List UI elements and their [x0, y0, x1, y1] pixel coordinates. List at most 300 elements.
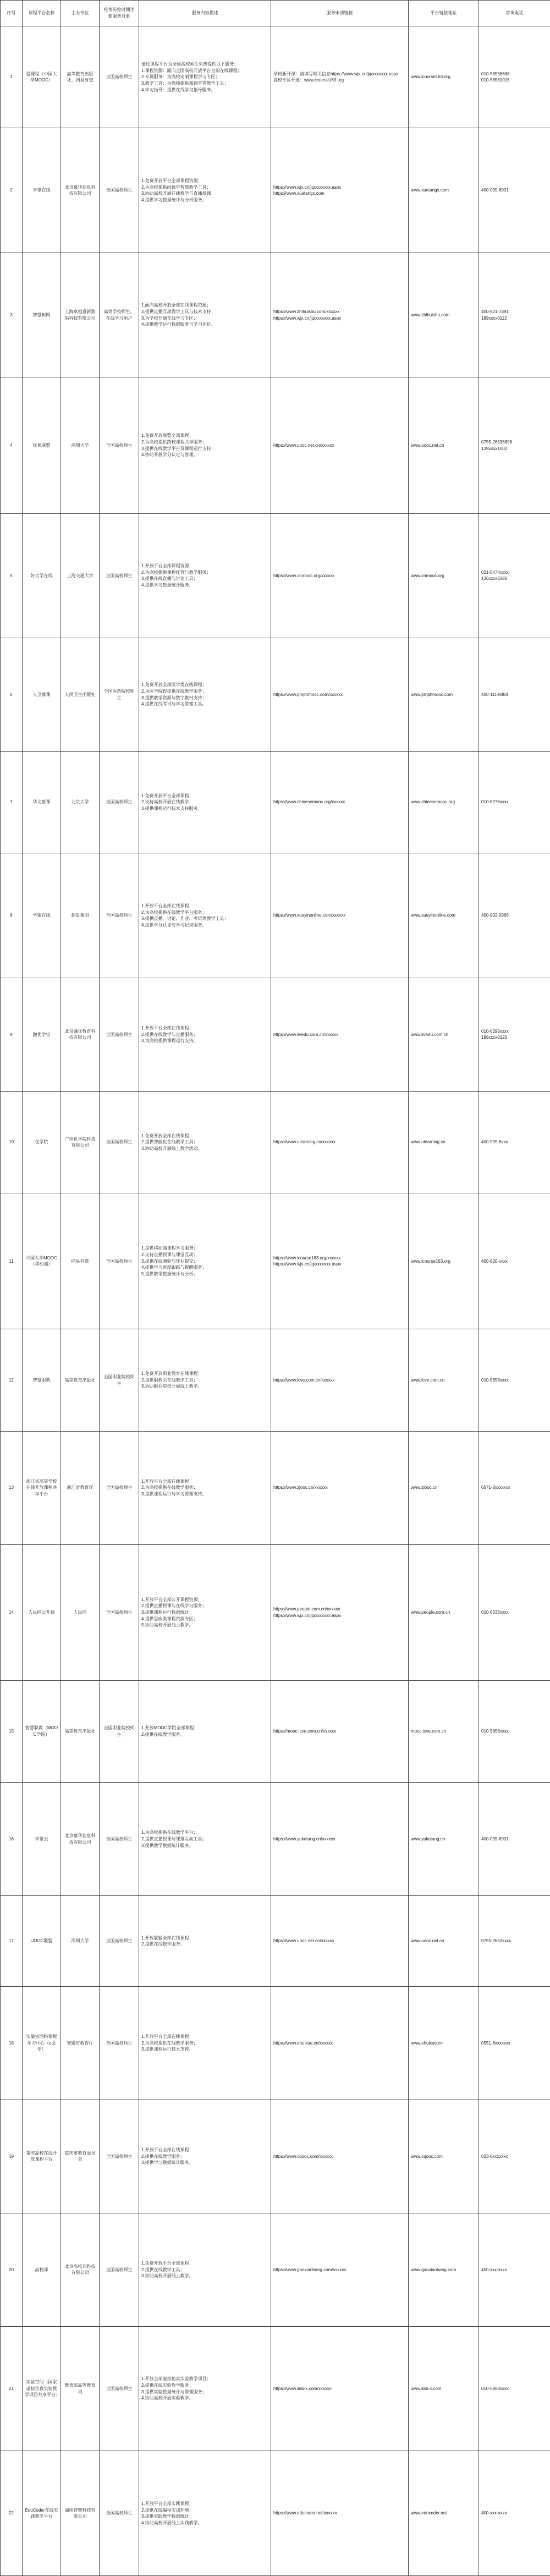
service-description-line: 1.免费开放全部医学类在线课程； — [141, 682, 207, 688]
contact-phone — [479, 1329, 550, 1431]
service-target: 全国高校师生 — [100, 2100, 139, 2213]
apply-link — [271, 253, 409, 377]
row-number: 12 — [1, 1329, 23, 1431]
contact-phone-line: 010-58581015 — [481, 78, 510, 83]
platform-name: 学堂在线 — [23, 128, 61, 253]
service-description — [139, 2326, 271, 2451]
service-description — [139, 377, 271, 513]
platform-name: 智慧职教（MOOC学院） — [23, 1680, 61, 1782]
service-description-line: 4.提供在线考试与学习管理工具。 — [141, 701, 207, 707]
service-description-line: 2.提供在线教学服务； — [141, 2153, 185, 2159]
row-number: 8 — [1, 853, 23, 978]
row-number: 18 — [1, 1986, 23, 2100]
service-description-line: 1.课程资源：面向全国高校开放平台全部在线课程； — [141, 68, 242, 73]
table-header-row — [1, 1, 550, 26]
service-description-line: 2.支持直播授课与课堂互动； — [141, 1252, 198, 1257]
row-number: 14 — [1, 1544, 23, 1680]
service-description-line: 3.提供在线直播与讨论工具； — [141, 576, 198, 582]
row-number: 2 — [1, 128, 23, 253]
platform-link[interactable]: www.ilab-x.com — [409, 2326, 479, 2451]
service-description — [139, 513, 271, 638]
service-description-line: 1.开放平台全部在线课程； — [141, 1026, 194, 1031]
platform-link[interactable]: www.zjooc.cn — [409, 1431, 479, 1544]
platform-name: 安徽省网络课程学习中心（e会学） — [23, 1986, 61, 2100]
service-description — [139, 253, 271, 377]
platform-link[interactable]: www.ulearning.cn — [409, 1091, 479, 1193]
organizer: 湖南智擎科技有限公司 — [61, 2451, 100, 2576]
platform-link[interactable]: www.educoder.net — [409, 2451, 479, 2576]
header-cell: 服务申请链接 — [271, 1, 409, 26]
platform-name: 融优学堂 — [23, 978, 61, 1092]
apply-link-line[interactable]: https://www.icve.com.cn/xxxxxx — [273, 1377, 335, 1383]
organizer: 人民网 — [61, 1544, 100, 1680]
contact-phone-line: 010-5858xxxx — [481, 1377, 509, 1383]
service-description-line: 2.为高校提供在线教学服务； — [141, 1485, 198, 1490]
platform-name: 实验空间（国家虚拟仿真实验教学项目共享平台） — [23, 2326, 61, 2451]
table-row — [1, 1680, 550, 1782]
row-number: 17 — [1, 1896, 23, 1987]
service-target: 全国高校师生 — [100, 128, 139, 253]
apply-link-line[interactable]: https://www.uooc.net.cn/xxxxxx — [273, 442, 334, 448]
apply-link — [271, 128, 409, 253]
service-description-line: 4.提供学习数据统计服务。 — [141, 582, 194, 588]
service-description-line: 1.免费开放平台全部课程资源； — [141, 178, 202, 183]
platform-name: 优学院 — [23, 1091, 61, 1193]
table-row — [1, 1544, 550, 1680]
contact-phone — [479, 2100, 550, 2213]
contact-phone-line: 186xxxx0125 — [481, 1035, 508, 1040]
organizer: 北京慕华信息科技有限公司 — [61, 128, 100, 253]
table-body — [1, 26, 550, 2576]
row-number: 9 — [1, 978, 23, 1092]
apply-link — [271, 978, 409, 1092]
service-description-line: 1.面向高校开放全部在线课程资源； — [141, 303, 211, 308]
service-description-line: 5.协助高校开展线上教学。 — [141, 1623, 194, 1628]
row-number: 4 — [1, 377, 23, 513]
apply-link-line[interactable]: https://www.people.com.cn/xxxxxx — [273, 1607, 340, 1612]
platform-name: 中国大学MOOC（移动端） — [23, 1193, 61, 1329]
header-cell: 咨询电话 — [479, 1, 550, 26]
service-description-line: 1.开放平台全部在线课程； — [141, 1478, 194, 1484]
service-description-line: 4.协助开展学分认定与管理。 — [141, 452, 198, 458]
service-description-line: 1.开放平台全部在线课程； — [141, 2034, 194, 2040]
contact-phone — [479, 1193, 550, 1329]
header-cell: 序号 — [1, 1, 23, 26]
service-target: 全国高校师生 — [100, 26, 139, 128]
row-number: 1 — [1, 26, 23, 128]
service-description-line: 4.提供教学运行数据服务与学习评价。 — [141, 322, 216, 327]
apply-link-line[interactable]: https://www.ilab-x.com/xxxxxx — [273, 2386, 332, 2391]
organizer: 深圳大学 — [61, 377, 100, 513]
service-description — [139, 1329, 271, 1431]
service-description-line: 1.免费开放联盟全部课程； — [141, 433, 194, 439]
apply-link-line[interactable]: https://www.ehuixue.cn/xxxxxx — [273, 2040, 333, 2046]
service-target: 全国医药院校师生 — [100, 638, 139, 752]
platform-link[interactable]: mooc.icve.com.cn — [409, 1680, 479, 1782]
platform-link[interactable]: www.xueyinonline.com — [409, 853, 479, 978]
platform-link[interactable]: www.pmphmooc.com — [409, 638, 479, 752]
row-number: 6 — [1, 638, 23, 752]
platform-name: EduCoder在线实践教学平台 — [23, 2451, 61, 2576]
platform-link[interactable]: www.yuketang.cn — [409, 1783, 479, 1896]
table-row — [1, 1431, 550, 1544]
apply-link-line[interactable]: https://www.yuketang.cn/xxxxxx — [273, 1836, 336, 1841]
apply-link-line[interactable]: https://mooc.icve.com.cn/xxxxxx — [273, 1729, 337, 1734]
table-row — [1, 1986, 550, 2100]
apply-link-line[interactable]: https://www.cnmooc.org/xxxxxx — [273, 573, 335, 578]
contact-phone-line: 0755-2653xxxx — [481, 1938, 512, 1944]
platform-link[interactable]: www.cnmooc.org — [409, 513, 479, 638]
service-description-line: 1.开放平台全部课程资源； — [141, 563, 194, 569]
apply-link-line[interactable]: https://www.icourse163.org/xxxxxx — [273, 1255, 341, 1260]
contact-phone — [479, 638, 550, 752]
row-number: 10 — [1, 1091, 23, 1193]
apply-link-line[interactable]: https://www.educoder.net/xxxxxx — [273, 2511, 337, 2516]
service-description-line: 3.协助高校开展线上教学。 — [141, 2273, 194, 2279]
service-description-line: 2.为高校提供在线教学平台服务； — [141, 909, 207, 915]
service-description — [139, 1091, 271, 1193]
contact-phone-line: 010-5858xxxx — [481, 1729, 509, 1734]
contact-phone — [479, 2213, 550, 2326]
service-target: 全国高校师生 — [100, 1544, 139, 1680]
apply-link-line[interactable]: https://www.zjooc.cn/xxxxxx — [273, 1485, 328, 1490]
apply-link-line[interactable]: https://www.xuetangx.com — [273, 191, 324, 196]
organizer: 人民卫生出版社 — [61, 638, 100, 752]
service-description-line: 4.提供思政类课程资源专区； — [141, 1616, 198, 1621]
platform-link[interactable]: www.icourse163.org — [409, 1193, 479, 1329]
service-description-line: 1.开放平台全部实践课程； — [141, 2501, 194, 2506]
contact-phone-line: 010-6276xxxx — [481, 799, 509, 805]
service-description-line: 3.为学校开通在线学习专区； — [141, 315, 198, 321]
service-description-line: 4.协助高校开展实验教学。 — [141, 2396, 194, 2401]
platform-name: 学银在线 — [23, 853, 61, 978]
service-target: 全国高校师生 — [100, 1896, 139, 1987]
platform-link[interactable]: www.uooc.net.cn — [409, 377, 479, 513]
table-row — [1, 638, 550, 752]
row-number: 19 — [1, 2100, 23, 2213]
service-target: 高等学校师生、在线学习用户 — [100, 253, 139, 377]
service-target: 全国高校师生 — [100, 2326, 139, 2451]
apply-link-line[interactable]: https://www.uooc.net.cn/xxxxxx — [273, 1938, 334, 1944]
platform-link[interactable]: www.xuetangx.com — [409, 128, 479, 253]
organizer: 上海卓越睿新数码科技有限公司 — [61, 253, 100, 377]
row-number: 21 — [1, 2326, 23, 2451]
service-description — [139, 1680, 271, 1782]
service-description-line: 通过课程平台为全国高校师生免费提供以下服务： — [141, 62, 238, 67]
contact-phone — [479, 377, 550, 513]
organizer: 北京融优教育科技有限公司 — [61, 978, 100, 1092]
apply-link-line[interactable]: https://www.gaoxiaobang.com/xxxxxx — [273, 2267, 346, 2272]
apply-link — [271, 1544, 409, 1680]
apply-link — [271, 638, 409, 752]
apply-link — [271, 26, 409, 128]
table-row — [1, 752, 550, 853]
service-description-line: 1.免费开放平台全部课程； — [141, 793, 194, 798]
contact-phone-line: 400-xxx-xxxx — [481, 2267, 507, 2272]
service-target: 全国高校师生 — [100, 377, 139, 513]
apply-link — [271, 1896, 409, 1987]
service-description-line: 2.提供直播授课与课堂互动工具； — [141, 1836, 207, 1841]
service-description-line: 2.为高校提供跨校课程共享服务； — [141, 439, 207, 445]
contact-phone — [479, 2326, 550, 2451]
apply-link-line[interactable]: https://www.livedu.com.cn/xxxxxx — [273, 1032, 339, 1037]
organizer: 高等教育出版社 — [61, 1329, 100, 1431]
row-number: 15 — [1, 1680, 23, 1782]
apply-link — [271, 513, 409, 638]
contact-phone — [479, 1091, 550, 1193]
apply-link — [271, 1986, 409, 2100]
apply-link — [271, 853, 409, 978]
service-description — [139, 1896, 271, 1987]
contact-phone — [479, 128, 550, 253]
table-row — [1, 1783, 550, 1896]
apply-link-line[interactable]: https://www.xueyinonline.com/xxxxxx — [273, 913, 346, 918]
platform-name: 重庆高校在线开放课程平台 — [23, 2100, 61, 2213]
contact-phone-line: 010-5858xxxx — [481, 2386, 509, 2391]
apply-link-line[interactable]: https://www.wjx.cn/jq/xxxxxxx.aspx — [273, 315, 342, 321]
organizer: 超星集团 — [61, 853, 100, 978]
service-description — [139, 2451, 271, 2576]
service-target: 全国高校师生 — [100, 513, 139, 638]
service-target: 全国职业院校师生 — [100, 1680, 139, 1782]
header-cell: 课程平台名称 — [23, 1, 61, 26]
service-description-line: 1.为高校提供在线教学平台； — [141, 1830, 198, 1835]
service-description — [139, 853, 271, 978]
organizer: 重庆市教育委员会 — [61, 2100, 100, 2213]
contact-phone-line: 139xxxx1002 — [481, 446, 508, 451]
apply-link — [271, 1431, 409, 1544]
contact-phone — [479, 1680, 550, 1782]
table-row — [1, 2100, 550, 2213]
platform-link[interactable]: www.people.com.cn — [409, 1544, 479, 1680]
header-cell: 服务内容描述 — [139, 1, 271, 26]
apply-link — [271, 2213, 409, 2326]
contact-phone-line: 010-6536xxxx — [481, 1610, 509, 1615]
service-target: 全国高校师生 — [100, 2213, 139, 2326]
service-description-line: 3.提供实践教学数据统计； — [141, 2514, 194, 2519]
platform-link[interactable]: www.chinesemooc.org — [409, 752, 479, 853]
platform-link[interactable]: www.ehuixue.cn — [409, 1986, 479, 2100]
table-row — [1, 377, 550, 513]
service-description — [139, 26, 271, 128]
service-description-line: 1.提供移动端课程学习服务； — [141, 1246, 198, 1251]
contact-phone-line: 400-099-6901 — [481, 1836, 509, 1841]
apply-link — [271, 1193, 409, 1329]
service-description-line: 1.免费开放全部在线课程； — [141, 1133, 194, 1138]
contact-phone-line: 400-111-8484 — [481, 692, 508, 697]
service-description-line: 1.开放平台全部在线课程； — [141, 903, 194, 909]
apply-link — [271, 1091, 409, 1193]
apply-link — [271, 1680, 409, 1782]
contact-phone-line: 400-921-7891 — [481, 309, 509, 315]
apply-link-line[interactable]: https://www.wjx.cn/jq/xxxxxxx.aspx — [273, 184, 342, 190]
service-description-line: 3.提供课程运行技术支持服务。 — [141, 806, 202, 812]
contact-phone-line: 021-5474xxxx — [481, 569, 509, 575]
row-number: 16 — [1, 1783, 23, 1896]
contact-phone-line: 400-999-8xxx — [481, 1139, 508, 1145]
service-description-line: 2.提供在线实验教学服务； — [141, 2383, 194, 2388]
platform-link[interactable]: www.icourse163.org — [409, 26, 479, 128]
service-description-line: 3.教学工具：为教师提供慕课堂等教学工具； — [141, 80, 229, 86]
service-target: 全国高校师生 — [100, 1431, 139, 1544]
apply-link — [271, 2326, 409, 2451]
platform-link[interactable]: www.cqooc.com — [409, 2100, 479, 2213]
organizer: 高等教育出版社、网易有道 — [61, 26, 100, 128]
service-description-line: 2.提供直播互动教学工具与技术支持； — [141, 309, 216, 315]
service-description-line: 3.提供实验数据统计与管理服务； — [141, 2389, 207, 2394]
contact-phone-line: 400-xxx-xxxx — [481, 2511, 507, 2516]
service-description — [139, 1783, 271, 1896]
apply-link-line[interactable]: https://www.zhihuishu.com/xxxxxx — [273, 309, 340, 315]
table-row — [1, 1329, 550, 1431]
platform-link[interactable]: www.livedu.com.cn — [409, 978, 479, 1092]
service-description — [139, 752, 271, 853]
service-description-line: 3.提供教学数据统计服务。 — [141, 1843, 194, 1848]
service-description-line: 3.提供教学资源与数字教材支持； — [141, 695, 207, 700]
contact-phone — [479, 1783, 550, 1896]
service-target: 全国高校师生 — [100, 853, 139, 978]
contact-phone-line: 0551-6xxxxxxx — [481, 2040, 510, 2046]
apply-link-line[interactable]: 学校新开课：请填写相关信息https://www.wjx.cn/jq/xxxxxxx.aspx — [273, 71, 399, 76]
service-description-line: 4.提供学习进度跟踪与提醒服务； — [141, 1265, 207, 1270]
apply-link-line[interactable]: https://www.chinesemooc.org/xxxxxx — [273, 799, 345, 805]
platform-link[interactable]: www.zhihuishu.com — [409, 253, 479, 377]
service-description-line: 2.支持高校开展在线教学； — [141, 799, 194, 805]
service-target: 全国高校师生 — [100, 978, 139, 1092]
contact-phone-line: 400-099-6901 — [481, 188, 509, 193]
contact-phone-line: 010-58556688 — [481, 71, 510, 76]
contact-phone — [479, 1986, 550, 2100]
apply-link-line[interactable]: 高校专区开通：www.icourse163.org — [273, 78, 344, 83]
table-row — [1, 2326, 550, 2451]
service-description — [139, 1431, 271, 1544]
organizer: 广州优学院科技有限公司 — [61, 1091, 100, 1193]
platform-name: 学堂云 — [23, 1783, 61, 1896]
table-row — [1, 2213, 550, 2326]
apply-link-line[interactable]: https://www.wjx.cn/jq/xxxxxxx.aspx — [273, 1613, 342, 1618]
contact-phone-line: 189xxxx0112 — [481, 315, 507, 321]
service-description-line: 4.提供学习数据统计与分析服务。 — [141, 197, 207, 202]
service-description-line: 3.提供在线教学平台及课程运行支持； — [141, 446, 216, 451]
platform-name: 人民网公开课 — [23, 1544, 61, 1680]
apply-link-line[interactable]: https://www.ulearning.cn/xxxxxx — [273, 1139, 336, 1145]
service-description-line: 2.提供在线教学与直播服务； — [141, 1032, 198, 1037]
contact-phone-line: 010-6296xxxx — [481, 1028, 509, 1034]
service-target: 全国高校师生 — [100, 1986, 139, 2100]
platform-link[interactable]: www.gaoxiaobang.com — [409, 2213, 479, 2326]
service-description-line: 5.提供教学数据统计与分析。 — [141, 1271, 198, 1276]
service-description-line: 2.专属服务：为高校定制课程学习专区； — [141, 74, 220, 80]
service-description-line: 3.提供学习数据统计服务。 — [141, 2160, 194, 2166]
row-number: 11 — [1, 1193, 23, 1329]
service-description-line: 2.提供在线教学工具； — [141, 2267, 185, 2272]
service-target: 全国高校师生 — [100, 1783, 139, 1896]
table-row — [1, 513, 550, 638]
service-description — [139, 128, 271, 253]
table-row — [1, 253, 550, 377]
contact-phone-line: 023-6xxxxxxx — [481, 2153, 508, 2159]
organizer: 安徽省教育厅 — [61, 1986, 100, 2100]
service-description-line: 3.提供在线测验与作业提交； — [141, 1258, 198, 1264]
contact-phone-line: 0571-8xxxxxxx — [481, 1485, 510, 1490]
apply-link — [271, 1329, 409, 1431]
apply-link — [271, 2451, 409, 2576]
header-cell: 主办单位 — [61, 1, 100, 26]
service-description-line: 3.提供课程运行技术支持。 — [141, 2047, 194, 2052]
organizer: 北京高校邦科技有限公司 — [61, 2213, 100, 2326]
service-description-line: 1.开放平台全部在线课程； — [141, 2147, 194, 2152]
row-number: 13 — [1, 1431, 23, 1544]
contact-phone — [479, 2451, 550, 2576]
service-description — [139, 1193, 271, 1329]
service-target: 全国高校师生 — [100, 1091, 139, 1193]
service-description — [139, 1544, 271, 1680]
contact-phone — [479, 978, 550, 1092]
service-description-line: 1.开放全部虚拟仿真实验教学项目； — [141, 2376, 211, 2382]
organizer: 网易有道 — [61, 1193, 100, 1329]
service-description-line: 2.为高校提供在线教学服务； — [141, 2040, 198, 2046]
table-row — [1, 1091, 550, 1193]
service-description-line: 3.提供课程运行与学习管理支持。 — [141, 1492, 207, 1497]
service-description-line: 4.协助高校开展线上实践教学。 — [141, 2520, 202, 2525]
service-description — [139, 638, 271, 752]
organizer: 深圳大学 — [61, 1896, 100, 1987]
apply-link — [271, 752, 409, 853]
platform-name: 爱课程（中国大学MOOC） — [23, 26, 61, 128]
service-description-line: 2.为医学院校提供在线教学服务； — [141, 689, 207, 694]
platform-name: 智慧树网 — [23, 253, 61, 377]
platform-link[interactable]: www.icve.com.cn — [409, 1329, 479, 1431]
service-target: 全国职业院校师生 — [100, 1329, 139, 1431]
platform-link[interactable]: www.uooc.net.cn — [409, 1896, 479, 1987]
table-row — [1, 2451, 550, 2576]
service-description-line: 2.为高校提供雨课堂智慧教学工具； — [141, 184, 211, 190]
contact-phone — [479, 1431, 550, 1544]
service-description-line: 2.提供在线教学服务。 — [141, 1942, 185, 1947]
service-description-line: 2.提供直播授课与在线学习服务； — [141, 1603, 207, 1609]
contact-phone — [479, 853, 550, 978]
header-cell: 疫情防控时期主要服务对象 — [100, 1, 139, 26]
platform-name: 智慧职教 — [23, 1329, 61, 1431]
organizer: 高等教育出版社 — [61, 1680, 100, 1782]
apply-link — [271, 2100, 409, 2213]
service-target: 全国高校师生 — [100, 2451, 139, 2576]
service-description-line: 3.协助高校开展在线教学与直播授课； — [141, 191, 216, 196]
service-description-line: 2.提供智能化在线教学工具； — [141, 1139, 198, 1145]
table-row — [1, 26, 550, 128]
service-description-line: 3.协助高校开展线上教学活动。 — [141, 1146, 202, 1151]
service-description-line: 3.协助职业院校开展线上教学。 — [141, 1384, 202, 1389]
platform-name: 华文慕课 — [23, 752, 61, 853]
service-target: 全国高校师生 — [100, 752, 139, 853]
contact-phone — [479, 513, 550, 638]
table-row — [1, 978, 550, 1092]
apply-link-line[interactable]: https://www.wjx.cn/jq/xxxxxxx.aspx — [273, 1262, 342, 1267]
service-description-line: 3.提供课程运行数据统计； — [141, 1610, 194, 1615]
service-description-line: 2.提供在线编程实训环境； — [141, 2507, 194, 2513]
table-row — [1, 853, 550, 978]
apply-link-line[interactable]: https://www.pmphmooc.com/xxxxxx — [273, 692, 343, 697]
service-description — [139, 978, 271, 1092]
service-description-line: 3.为高校提供课程运行支持。 — [141, 1038, 198, 1044]
organizer: 北京慕华信息科技有限公司 — [61, 1783, 100, 1896]
service-target: 全国高校师生 — [100, 1193, 139, 1329]
service-description-line: 2.提供职教云在线教学工具； — [141, 1377, 198, 1383]
service-description — [139, 1986, 271, 2100]
apply-link-line[interactable]: https://www.cqooc.com/xxxxxx — [273, 2153, 333, 2159]
contact-phone-line: 400-902-0966 — [481, 913, 509, 918]
platform-name: 好大学在线 — [23, 513, 61, 638]
